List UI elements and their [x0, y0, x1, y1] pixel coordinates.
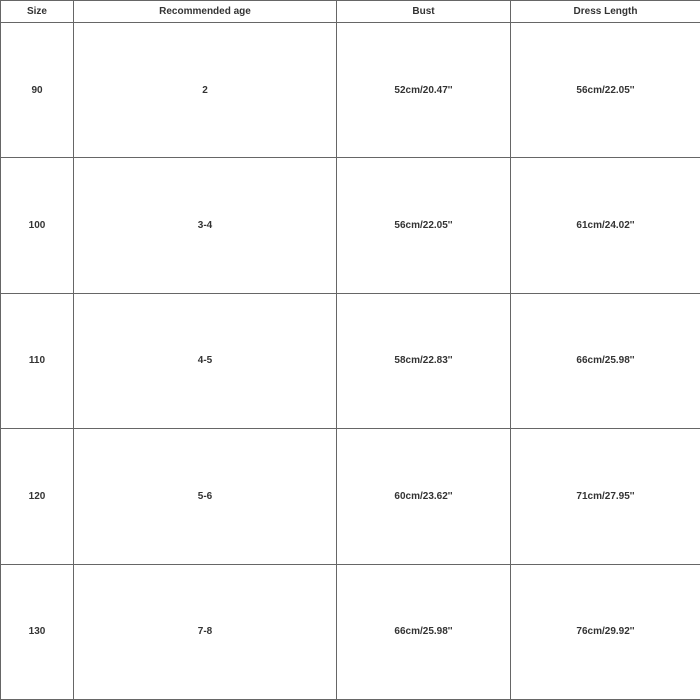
- table-row: [1, 293, 700, 428]
- cell-size: 110: [1, 293, 74, 428]
- cell-size: 100: [1, 158, 74, 293]
- cell-dress-length: 66cm/25.98'': [511, 293, 700, 428]
- table-row: [1, 429, 700, 564]
- table-row: [1, 564, 700, 699]
- cell-recommended-age: 5-6: [74, 429, 337, 564]
- table-row: [1, 23, 700, 158]
- cell-recommended-age: 2: [74, 23, 337, 158]
- cell-size: 90: [1, 23, 74, 158]
- header-row: [1, 1, 700, 23]
- cell-bust: 60cm/23.62'': [337, 429, 511, 564]
- cell-bust: 52cm/20.47'': [337, 23, 511, 158]
- cell-dress-length: 76cm/29.92'': [511, 564, 700, 699]
- table-body: [1, 23, 700, 700]
- header-recommended-age: Recommended age: [74, 1, 337, 23]
- header-dress-length: Dress Length: [511, 1, 700, 23]
- cell-recommended-age: 7-8: [74, 564, 337, 699]
- header-size: Size: [1, 1, 74, 23]
- cell-size: 130: [1, 564, 74, 699]
- cell-dress-length: 56cm/22.05'': [511, 23, 700, 158]
- cell-dress-length: 71cm/27.95'': [511, 429, 700, 564]
- table-row: [1, 158, 700, 293]
- cell-size: 120: [1, 429, 74, 564]
- cell-recommended-age: 3-4: [74, 158, 337, 293]
- cell-recommended-age: 4-5: [74, 293, 337, 428]
- cell-bust: 66cm/25.98'': [337, 564, 511, 699]
- cell-bust: 56cm/22.05'': [337, 158, 511, 293]
- cell-dress-length: 61cm/24.02'': [511, 158, 700, 293]
- cell-bust: 58cm/22.83'': [337, 293, 511, 428]
- header-bust: Bust: [337, 1, 511, 23]
- table-header: [1, 1, 700, 23]
